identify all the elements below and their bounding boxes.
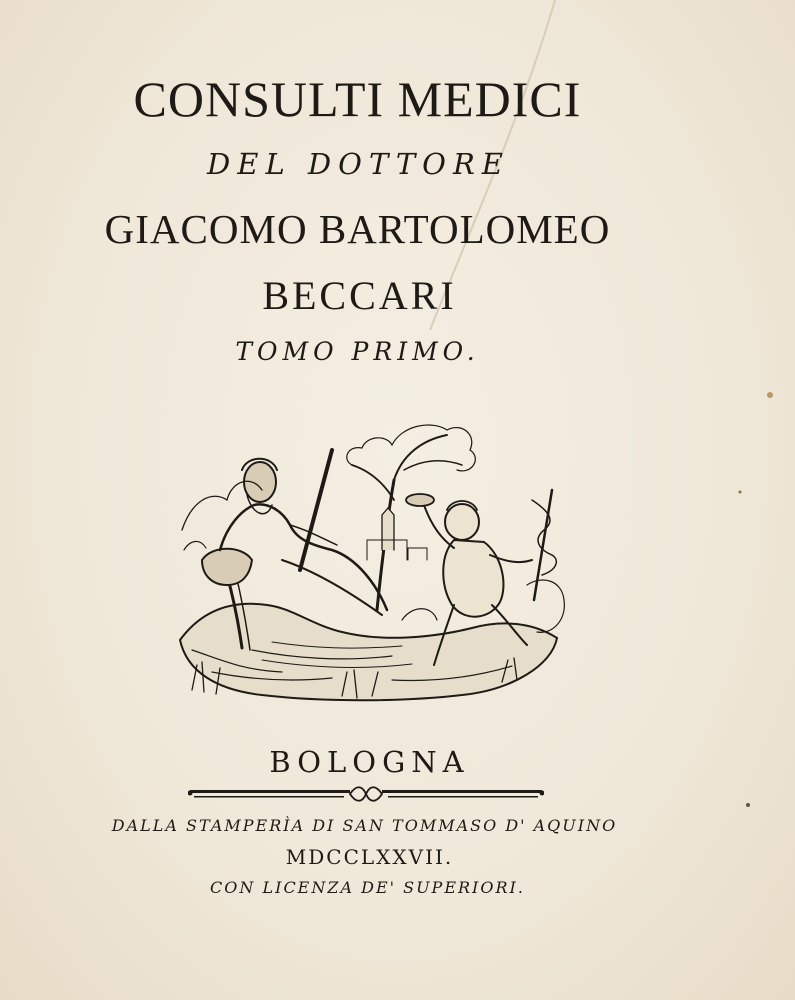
imprint-license: CON LICENZA DE' SUPERIORI. <box>210 878 525 897</box>
imprint-printer: DALLA STAMPERÌA DI SAN TOMMASO D' AQUINO <box>111 816 618 835</box>
imprint-place: BOLOGNA <box>269 745 470 779</box>
author-surname: BECCARI <box>262 273 457 318</box>
author-prefix: DEL DOTTORE <box>207 147 510 181</box>
ornamental-rule <box>188 785 544 803</box>
imprint-year: MDCCLXXVII. <box>285 845 454 869</box>
author-name: GIACOMO BARTOLOMEO <box>104 206 611 252</box>
engraved-vignette <box>172 410 568 710</box>
volume-number: TOMO PRIMO. <box>235 337 480 366</box>
book-title: CONSULTI MEDICI <box>133 71 582 127</box>
